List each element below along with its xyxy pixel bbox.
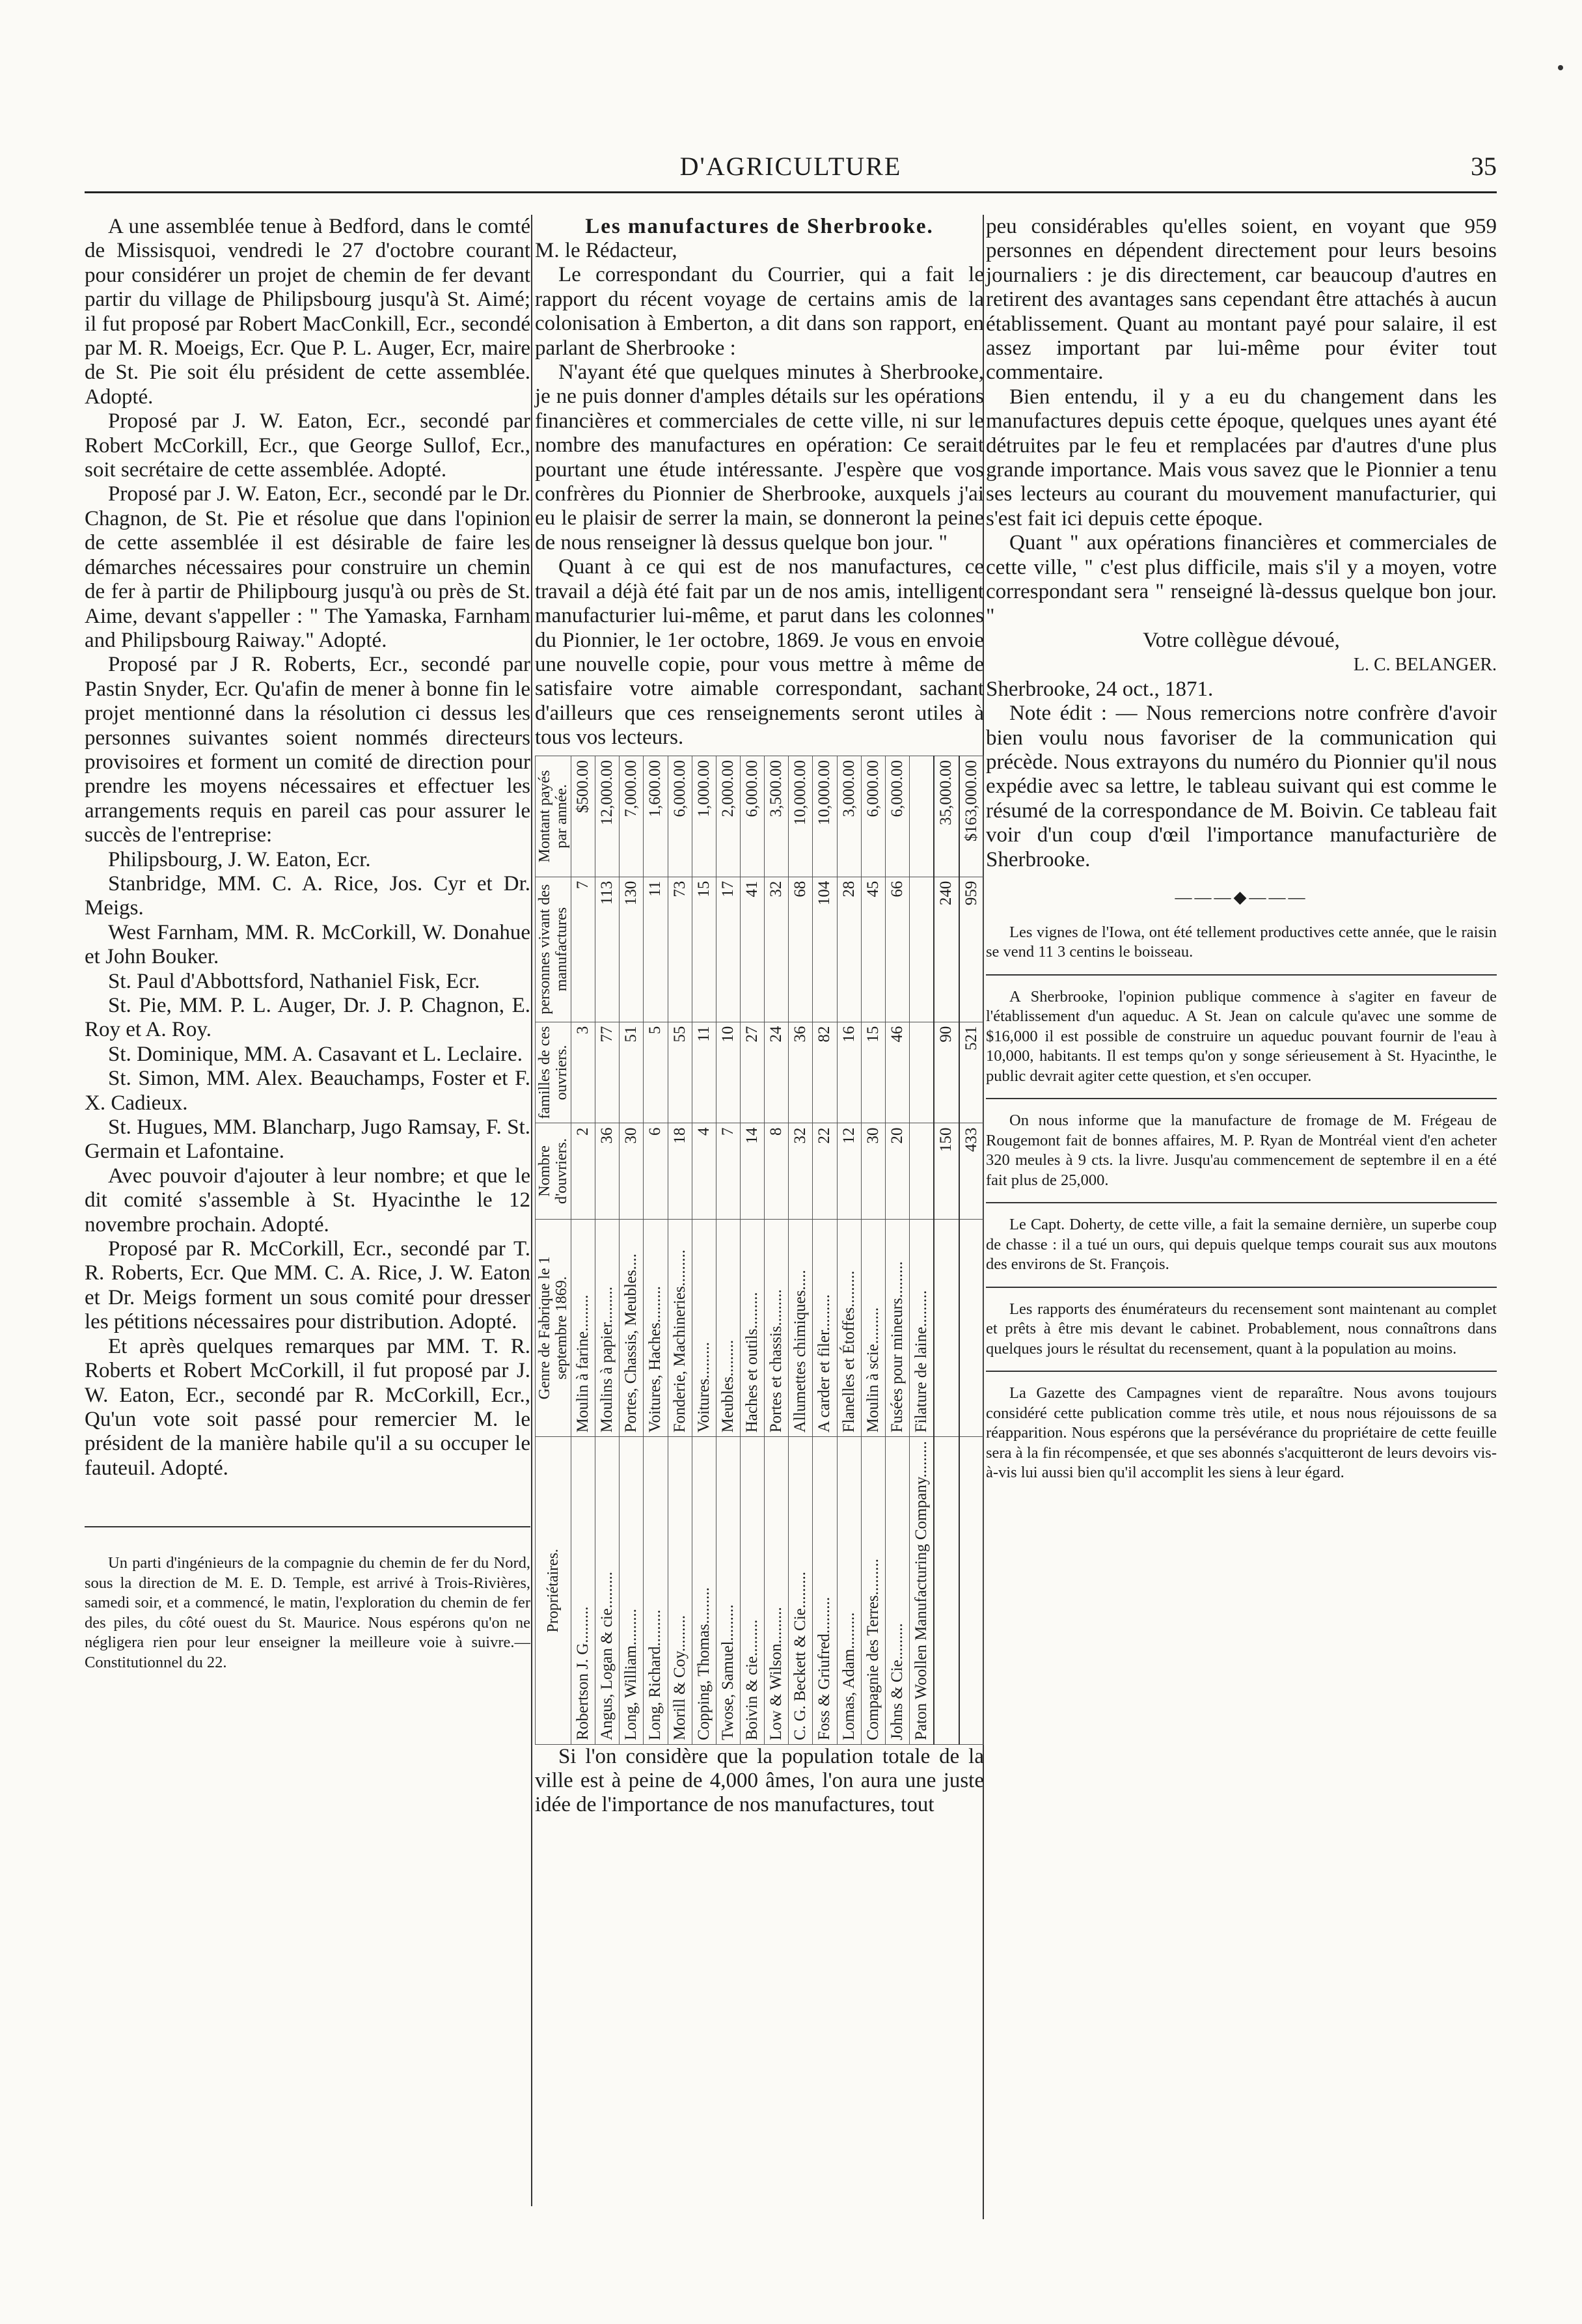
table-cell: 68 — [789, 877, 813, 1022]
table-cell: 36 — [789, 1022, 813, 1123]
news-brief: Un parti d'ingénieurs de la compagnie du chemin de fer du Nord, sous la direction de M. E. D. Temple, est arrivé à Trois-Rivières, samedi soir, et a commencé, le matin, l'exploration du chemin de fer des piles, du côté ouest du St. Maurice. Nous espérons qu'on ne négligera rien pour leur enseigner la meilleure voie à suivre.—Constitutionnel du 22. — [85, 1554, 530, 1671]
table-row — [909, 756, 934, 1744]
table-cell: 15 — [692, 877, 716, 1022]
table-cell: 55 — [668, 1022, 692, 1123]
table-cell: Meubles......... — [716, 1219, 740, 1437]
table-row — [716, 756, 740, 1744]
table-cell: 6,000.00 — [861, 756, 885, 877]
table-cell: Foss & Griufred......... — [813, 1436, 837, 1744]
column-right — [986, 215, 1497, 1483]
table-cell: Compagnie des Terres......... — [861, 1436, 885, 1744]
table-cell: 32 — [765, 877, 789, 1022]
table-cell: 4 — [692, 1123, 716, 1219]
table-cell: 17 — [716, 877, 740, 1022]
brief-separator — [986, 1371, 1497, 1372]
closing: Votre collègue dévoué, — [1143, 628, 1340, 652]
table-cell: 7,000.00 — [620, 756, 644, 877]
committee-entry: Philipsbourg, J. W. Eaton, Ecr. — [108, 847, 371, 871]
column-left — [85, 215, 530, 1673]
table-cell: 6,000.00 — [740, 756, 764, 877]
table-cell: Moulin à farine......... — [571, 1219, 595, 1437]
table-cell: 30 — [620, 1123, 644, 1219]
table-cell: 46 — [885, 1022, 909, 1123]
running-title: D'AGRICULTURE — [679, 152, 902, 181]
table-cell: Twose, Samuel......... — [716, 1436, 740, 1744]
table-cell: 433 — [959, 1123, 984, 1219]
table-header: Propriétaires. — [536, 1436, 571, 1744]
table-cell: Portes et chassis......... — [765, 1219, 789, 1437]
brief-separator — [986, 1202, 1497, 1203]
table-row — [837, 756, 861, 1744]
table-cell — [934, 1219, 959, 1437]
committee-entry: St. Pie, MM. P. L. Auger, Dr. J. P. Chagnon, E. Roy et A. Roy. — [85, 994, 530, 1042]
editor-note: Note édit : — Nous remercions notre confrère d'avoir bien voulu nous favoriser de la communication qui précède. Nous extrayons du numéro du Pionnier qu'il nous expédie avec sa lettre, le tableau suivant qui est comme le résumé de la correspondance de M. Boivin. Ce tableau fait voir d'un coup d'œil l'importance manufacturière de Sherbrooke. — [986, 702, 1497, 871]
table-cell: Long, William......... — [620, 1436, 644, 1744]
table-cell: 113 — [595, 877, 620, 1022]
table-cell: Johns & Cie......... — [885, 1436, 909, 1744]
table-cell: 2,000.00 — [716, 756, 740, 877]
table-cell — [909, 1123, 934, 1219]
table-cell: 1,000.00 — [692, 756, 716, 877]
table-row — [765, 756, 789, 1744]
table-cell: Long, Richard......... — [644, 1436, 668, 1744]
paragraph: Bien entendu, il y a eu du changement dans les manufactures depuis cette époque, quelques unes ayant été détruites par le feu et remplacées par d'autres d'une plus grande importance. Mais vous savez que le Pionnier a tenu ses lecteurs au courant du mouvement manufacturier, qui s'est fait ici depuis cette époque. — [986, 385, 1497, 530]
table-cell: 10 — [716, 1022, 740, 1123]
table-cell — [934, 1436, 959, 1744]
table-row — [740, 756, 764, 1744]
table-header: Nombre d'ouvriers. — [536, 1123, 571, 1219]
table-cell: Paton Woollen Manufacturing Company......... — [909, 1436, 934, 1744]
paragraph: Quant à ce qui est de nos manufactures, ce travail a déjà été fait par un de nos amis, intelligent manufacturier lui-même, et parut dans les colonnes du Pionnier, le 1er octobre, 1869. Je vous en envoie une nouvelle copie, pour vous mettre à même de satisfaire votre aimable correspondant, sachant d'ailleurs que ces renseignements seront utiles à tous vos lecteurs. — [535, 555, 984, 750]
table-row — [595, 756, 620, 1744]
dateline: Sherbrooke, 24 oct., 1871. — [986, 677, 1214, 701]
section-separator — [85, 1526, 530, 1527]
news-brief: La Gazette des Campagnes vient de reparaître. Nous avons toujours considéré cette publication comme très utile, et nous nous réjouissons de sa réapparition. Nous espérons que la persévérance du propriétaire de cette feuille sera à la fin récompensée, et que ses abonnés s'acquitteront de leurs devoirs vis-à-vis lui aussi bien qu'il accomplit les siens à leur égard. — [986, 1384, 1497, 1482]
news-brief: On nous informe que la manufacture de fromage de M. Frégeau de Rougemont fait de bonnes affaires, M. P. Ryan de Montréal vient d'en acheter 320 meules à 9 cts. la livre. Jusqu'au commencement de septembre il en a été fait plus de 25,000. — [986, 1112, 1497, 1189]
table-cell: 22 — [813, 1123, 837, 1219]
paragraph: peu considérables qu'elles soient, en voyant que 959 personnes en dépendent directement pour leurs besoins journaliers : je dis directement, car beaucoup d'autres en retirent des avantages sans cependant être attachés à aucun établissement. Quant au montant payé pour salaire, il est assez important par lui-même pour éviter tout commentaire. — [986, 215, 1497, 385]
table-cell: 104 — [813, 877, 837, 1022]
committee-entry: St. Paul d'Abbottsford, Nathaniel Fisk, Ecr. — [108, 969, 480, 993]
manufactures-table-wrapper — [535, 756, 984, 1745]
table-row — [813, 756, 837, 1744]
table-cell: 77 — [595, 1022, 620, 1123]
committee-entry: St. Simon, MM. Alex. Beauchamps, Foster et F. X. Cadieux. — [85, 1067, 530, 1115]
table-cell: Fonderie, Machineries......... — [668, 1219, 692, 1437]
table-cell: $163,000.00 — [959, 756, 984, 877]
table-cell: 14 — [740, 1123, 764, 1219]
table-cell: 36 — [595, 1123, 620, 1219]
table-cell: 150 — [934, 1123, 959, 1219]
manufactures-table — [535, 756, 984, 1745]
table-cell: 24 — [765, 1022, 789, 1123]
table-cell: Haches et outils......... — [740, 1219, 764, 1437]
table-cell: 28 — [837, 877, 861, 1022]
table-cell: 7 — [716, 1123, 740, 1219]
table-cell: Low & Wilson......... — [765, 1436, 789, 1744]
paragraph: N'ayant été que quelques minutes à Sherbrooke, je ne puis donner d'amples détails sur les opérations financières et commerciales de cette ville, ni sur le nombre des manufactures en opération: Ce serait pourtant une étude intéressante. J'espère que vos confrères du Pionnier de Sherbrooke, auxquels j'ai eu le plaisir de serrer la main, se donneront la peine de nous renseigner là dessus quelque bon jour. " — [535, 361, 984, 554]
table-cell: 32 — [789, 1123, 813, 1219]
news-brief: Les vignes de l'Iowa, ont été tellement productives cette année, que le raisin se vend 11 3 centins le boisseau. — [986, 923, 1497, 961]
news-brief: Le Capt. Doherty, de cette ville, a fait la semaine dernière, un superbe coup de chasse : il a tué un ours, qui depuis quelque temps courait sus aux moutons des environs de St. François. — [986, 1216, 1497, 1274]
brief-separator — [986, 974, 1497, 976]
table-cell: 959 — [959, 877, 984, 1022]
table-cell: 7 — [571, 877, 595, 1022]
table-cell — [909, 756, 934, 877]
table-cell — [909, 877, 934, 1022]
table-cell: 15 — [861, 1022, 885, 1123]
table-cell — [959, 1219, 984, 1437]
table-cell: Moulin à scie......... — [861, 1219, 885, 1437]
paragraph: Proposé par J. W. Eaton, Ecr., secondé par Robert McCorkill, Ecr., que George Sullof, Ecr., soit secrétaire de cette assemblée. Adopté. — [85, 409, 530, 482]
table-cell: Morill & Coy......... — [668, 1436, 692, 1744]
table-cell: 66 — [885, 877, 909, 1022]
table-header: Genre de Fabrique le 1 septembre 1869. — [536, 1219, 571, 1437]
paragraph: Proposé par J. W. Eaton, Ecr., secondé par le Dr. Chagnon, de St. Pie et résolue que dans l'opinion de cette assemblée il est désirable de faire les démarches nécessaires pour construire un chemin de fer à partir de Philipbourg jusqu'à ou près de St. Aime, devant s'appeller : " The Yamaska, Farnham and Philipsbourg Raiway." Adopté. — [85, 482, 530, 652]
brief-separator — [986, 1098, 1497, 1099]
table-cell: Fusées pour mineurs......... — [885, 1219, 909, 1437]
table-cell: Robertson J. G......... — [571, 1436, 595, 1744]
table-cell: Angus, Logan & cie......... — [595, 1436, 620, 1744]
committee-entry: West Farnham, MM. R. McCorkill, W. Donahue et John Bouker. — [85, 920, 530, 969]
column-middle — [535, 215, 984, 1818]
article-title: Les manufactures de Sherbrooke. — [585, 215, 934, 238]
table-cell: 1,600.00 — [644, 756, 668, 877]
table-cell: 3,500.00 — [765, 756, 789, 877]
table-cell: 12,000.00 — [595, 756, 620, 877]
table-cell: Lomas, Adam......... — [837, 1436, 861, 1744]
ink-dot — [1558, 65, 1563, 70]
table-cell: 11 — [692, 1022, 716, 1123]
table-cell: 3,000.00 — [837, 756, 861, 877]
table-row — [692, 756, 716, 1744]
column-divider-1 — [531, 215, 532, 2206]
table-row — [571, 756, 595, 1744]
table-cell: 521 — [959, 1022, 984, 1123]
paragraph: Proposé par R. McCorkill, Ecr., secondé par T. R. Roberts, Ecr. Que MM. C. A. Rice, J. W. Eaton et Dr. Meigs forment un sous comité pour dresser les pétitions nécessaires pour distribution. Adopté. — [85, 1237, 530, 1334]
ornament-separator: ———◆——— — [1175, 887, 1308, 907]
table-cell: 35,000.00 — [934, 756, 959, 877]
table-cell: Copping, Thomas......... — [692, 1436, 716, 1744]
paragraph: Et après quelques remarques par MM. T. R. Roberts et Robert McCorkill, il fut proposé par J. W. Eaton, Ecr., secondé par R. McCorkill, Ecr., Qu'un vote soit passé pour remercier M. le président de la manière habile qu'il a su occuper le fauteuil. Adopté. — [85, 1334, 530, 1480]
table-cell: Moulins à papier......... — [595, 1219, 620, 1437]
table-cell: 12 — [837, 1123, 861, 1219]
table-cell: 10,000.00 — [789, 756, 813, 877]
table-row — [885, 756, 909, 1744]
brief-separator — [986, 1287, 1497, 1288]
table-cell: 73 — [668, 877, 692, 1022]
table-header: Montant payés par année. — [536, 756, 571, 877]
paragraph: Quant " aux opérations financières et commerciales de cette ville, " c'est plus difficile, mais s'il y a moyen, votre correspondant sera " renseigné là-dessus quelque bon jour. " — [986, 531, 1497, 628]
table-cell: 6,000.00 — [885, 756, 909, 877]
page-header — [85, 151, 1497, 190]
table-grand-total-row — [959, 756, 984, 1744]
table-cell: 20 — [885, 1123, 909, 1219]
table-cell: 130 — [620, 877, 644, 1022]
committee-entry: Stanbridge, MM. C. A. Rice, Jos. Cyr et Dr. Meigs. — [85, 871, 530, 920]
table-row — [644, 756, 668, 1744]
table-cell: 51 — [620, 1022, 644, 1123]
header-rule — [85, 191, 1497, 193]
table-cell: 27 — [740, 1022, 764, 1123]
news-brief: Les rapports des énumérateurs du recensement sont maintenant au complet et prêts à être mis devant le cabinet. Probablement, nous connaîtrons dans quelques jours le résultat du recensement, quant à la population au moins. — [986, 1300, 1497, 1358]
table-cell: 11 — [644, 877, 668, 1022]
paragraph: A une assemblée tenue à Bedford, dans le comté de Missisquoi, vendredi le 27 d'octobre courant pour considérer un projet de chemin de fer devant partir du village de Philipsbourg jusqu'à St. Aimé; il fut proposé par Robert MacConkill, Ecr., secondé par M. R. Moeigs, Ecr. Que P. L. Auger, Ecr, maire de St. Pie soit élu président de cette assemblée. Adopté. — [85, 215, 530, 409]
table-cell: Filature de laine......... — [909, 1219, 934, 1437]
table-row — [668, 756, 692, 1744]
table-cell: 240 — [934, 877, 959, 1022]
table-cell: 3 — [571, 1022, 595, 1123]
table-cell: Flanelles et Étoffes......... — [837, 1219, 861, 1437]
committee-entry: St. Hugues, MM. Blancharp, Jugo Ramsay, F. St. Germain et Lafontaine. — [85, 1115, 530, 1164]
table-cell: Boivin & cie......... — [740, 1436, 764, 1744]
table-cell: 30 — [861, 1123, 885, 1219]
paragraph: Si l'on considère que la population totale de la ville est à peine de 4,000 âmes, l'on aura une juste idée de l'importance de nos manufactures, tout — [535, 1744, 984, 1817]
table-cell: 10,000.00 — [813, 756, 837, 877]
table-cell — [909, 1022, 934, 1123]
paragraph: Proposé par J R. Roberts, Ecr., secondé par Pastin Snyder, Ecr. Qu'afin de mener à bonne fin le projet mentionné dans la résolution ci dessus les personnes suivantes soient nommés directeurs provisoires et forment un comité de direction pour prendre les moyens nécessaires et effectuer les arrangements requis en pareil cas pour assurer le succès de l'entreprise: — [85, 653, 530, 847]
table-cell: 41 — [740, 877, 764, 1022]
table-cell: 90 — [934, 1022, 959, 1123]
table-cell: Allumettes chimiques..... — [789, 1219, 813, 1437]
table-header: personnes vivant des manufactures — [536, 877, 571, 1022]
table-cell: $500.00 — [571, 756, 595, 877]
table-cell: 45 — [861, 877, 885, 1022]
table-total-row — [934, 756, 959, 1744]
table-row — [861, 756, 885, 1744]
table-cell: 6 — [644, 1123, 668, 1219]
table-cell: A carder et filer......... — [813, 1219, 837, 1437]
paragraph: Le correspondant du Courrier, qui a fait le rapport du récent voyage de certains amis de la colonisation à Emberton, a dit dans son rapport, en parlant de Sherbrooke : — [535, 263, 984, 360]
table-row — [620, 756, 644, 1744]
table-cell: 16 — [837, 1022, 861, 1123]
table-cell: 82 — [813, 1022, 837, 1123]
news-brief: A Sherbrooke, l'opinion publique commence à s'agiter en faveur de l'établissement d'un aqueduc. A St. Jean on calcule qu'avec une somme de $16,000 il est possible de construire un aqueduc pouvant fournir de l'eau à 10,000, habitants. Il est temps qu'on y songe sérieusement à St. Hyacinthe, le public devrait agiter cette question, et s'en occuper. — [986, 987, 1497, 1085]
table-cell: Voitures, Haches......... — [644, 1219, 668, 1437]
signature: L. C. BELANGER. — [1353, 655, 1497, 676]
page-number: 35 — [1471, 152, 1497, 181]
paragraph: Avec pouvoir d'ajouter à leur nombre; et que le dit comité s'assemble à St. Hyacinthe le 12 novembre prochain. Adopté. — [85, 1164, 530, 1237]
salutation: M. le Rédacteur, — [535, 239, 677, 262]
table-row — [789, 756, 813, 1744]
table-header: familles de ces ouvriers. — [536, 1022, 571, 1123]
table-body — [571, 756, 984, 1744]
table-cell — [959, 1436, 984, 1744]
committee-entry: St. Dominique, MM. A. Casavant et L. Leclaire. — [108, 1042, 523, 1066]
table-cell: Voitures......... — [692, 1219, 716, 1437]
table-cell: 18 — [668, 1123, 692, 1219]
table-cell: Portes, Chassis, Meubles.... — [620, 1219, 644, 1437]
table-cell: 5 — [644, 1022, 668, 1123]
table-cell: C. G. Beckett & Cie......... — [789, 1436, 813, 1744]
table-cell: 6,000.00 — [668, 756, 692, 877]
table-cell: 8 — [765, 1123, 789, 1219]
table-cell: 2 — [571, 1123, 595, 1219]
